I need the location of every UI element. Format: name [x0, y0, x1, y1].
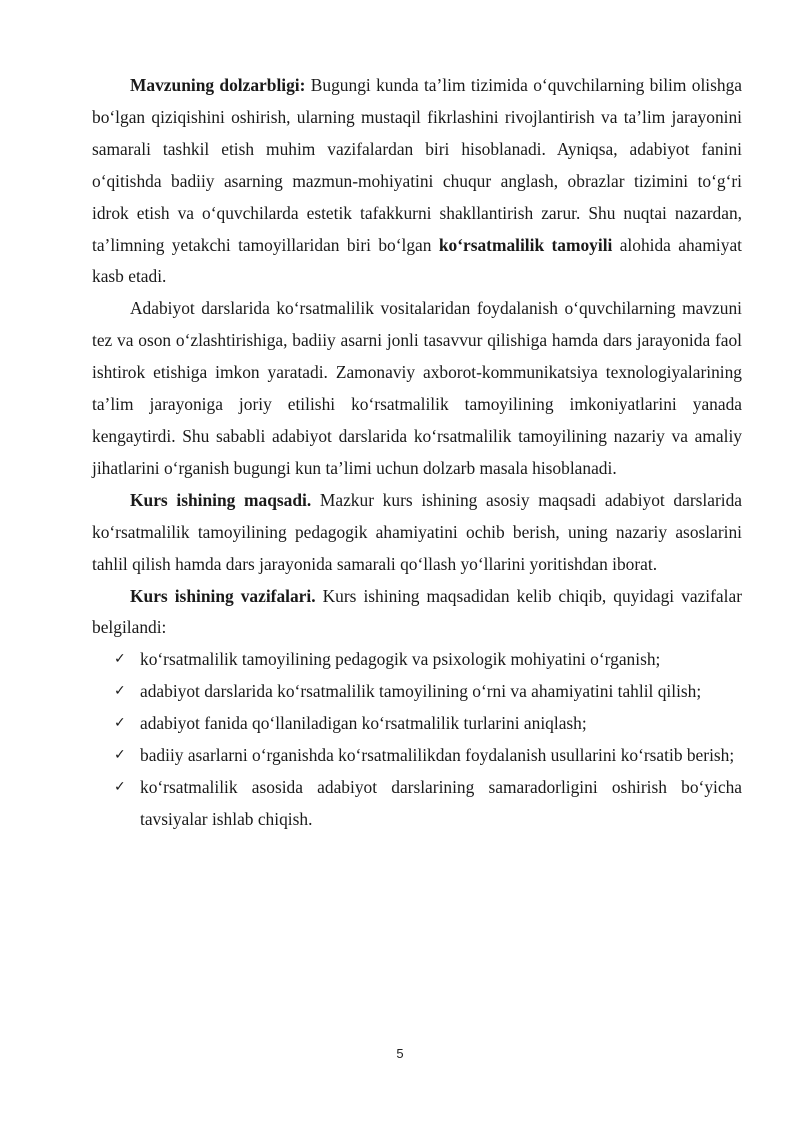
- list-item: [92, 708, 742, 740]
- checkmark-icon: ✓: [114, 778, 126, 795]
- heading-goal: Kurs ishining maqsadi.: [130, 489, 312, 510]
- checkmark-icon: ✓: [114, 683, 126, 700]
- relevance-text-end: alohida ahamiyat kasb etadi.: [92, 234, 742, 287]
- heading-relevance: Mavzuning dolzarbligi:: [130, 75, 306, 95]
- paragraph-tasks: [92, 581, 742, 645]
- checkmark-icon: ✓: [114, 747, 126, 764]
- tasks-intro-text: Kurs ishining maqsadidan kelib chiqib, quyidagi vazifalar belgilandi:: [92, 585, 742, 638]
- list-item: [92, 772, 742, 836]
- heading-tasks: Kurs ishining vazifalari.: [130, 585, 316, 606]
- emphasis-term: ko‘rsatmalilik tamoyili: [438, 234, 613, 255]
- checkmark-icon: ✓: [114, 651, 126, 668]
- relevance-text-start: Bugungi kunda ta’lim tizimida o‘quvchilarning bilim olishga bo‘lgan qiziqishini oshirish, ularning mustaqil fikrlashini rivojlantirish va ta’lim jarayonini samarali tashkil etish muhim vazifalardan biri hisoblanadi. Ayniqsa, adabiyot fanini o‘qitishda badiiy asarning mazmun-mohiyatini chuqur anglash, obrazlar tizimini to‘g‘ri idrok etish va o‘quvchilarda estetik tafakkurni shakllantirish zarur. Shu nuqtai nazardan, ta’limning yetakchi tamoyillaridan biri bo‘lgan: [92, 75, 742, 255]
- document-page: [92, 70, 742, 836]
- list-item-text: adabiyot darslarida ko‘rsatmalilik tamoyilining o‘rni va ahamiyatini tahlil qilish;: [140, 681, 702, 702]
- page-number: 5: [396, 1046, 404, 1061]
- list-item-text: adabiyot fanida qo‘llaniladigan ko‘rsatmalilik turlarini aniqlash;: [140, 713, 587, 734]
- list-item-text: ko‘rsatmalilik asosida adabiyot darslarining samaradorligini oshirish bo‘yicha tavsiyalar ishlab chiqish.: [140, 776, 742, 829]
- list-item-text: ko‘rsatmalilik tamoyilining pedagogik va psixologik mohiyatini o‘rganish;: [140, 649, 661, 670]
- tasks-list: [92, 644, 742, 835]
- paragraph-goal: [92, 485, 742, 581]
- list-item: [92, 676, 742, 708]
- checkmark-icon: ✓: [114, 715, 126, 732]
- paragraph-relevance: [92, 70, 742, 293]
- list-item: [92, 644, 742, 676]
- paragraph-visual-aids: Adabiyot darslarida ko‘rsatmalilik vositalaridan foydalanish o‘quvchilarning mavzuni tez va oson o‘zlashtirishiga, badiiy asarni jonli tasavvur qilishiga hamda dars jarayonida faol ishtirok etishiga imkon yaratadi. Zamonaviy axborot-kommunikatsiya texnologiyalarining ta’lim jarayoniga joriy etilishi ko‘rsatmalilik tamoyilining imkoniyatlarini yanada kengaytirdi. Shu sababli adabiyot darslarida ko‘rsatmalilik tamoyilining nazariy va amaliy jihatlarini o‘rganish bugungi kun ta’limi uchun dolzarb masala hisoblanadi.: [92, 298, 742, 478]
- goal-text: Mazkur kurs ishining asosiy maqsadi adabiyot darslarida ko‘rsatmalilik tamoyilining pedagogik ahamiyatini ochib berish, uning nazariy asoslarini tahlil qilish hamda dars jarayonida samarali qo‘llash yo‘llarini yoritishdan iborat.: [92, 489, 742, 574]
- list-item-text: badiiy asarlarni o‘rganishda ko‘rsatmalilikdan foydalanish usullarini ko‘rsatib berish;: [140, 745, 735, 766]
- list-item: [92, 740, 742, 772]
